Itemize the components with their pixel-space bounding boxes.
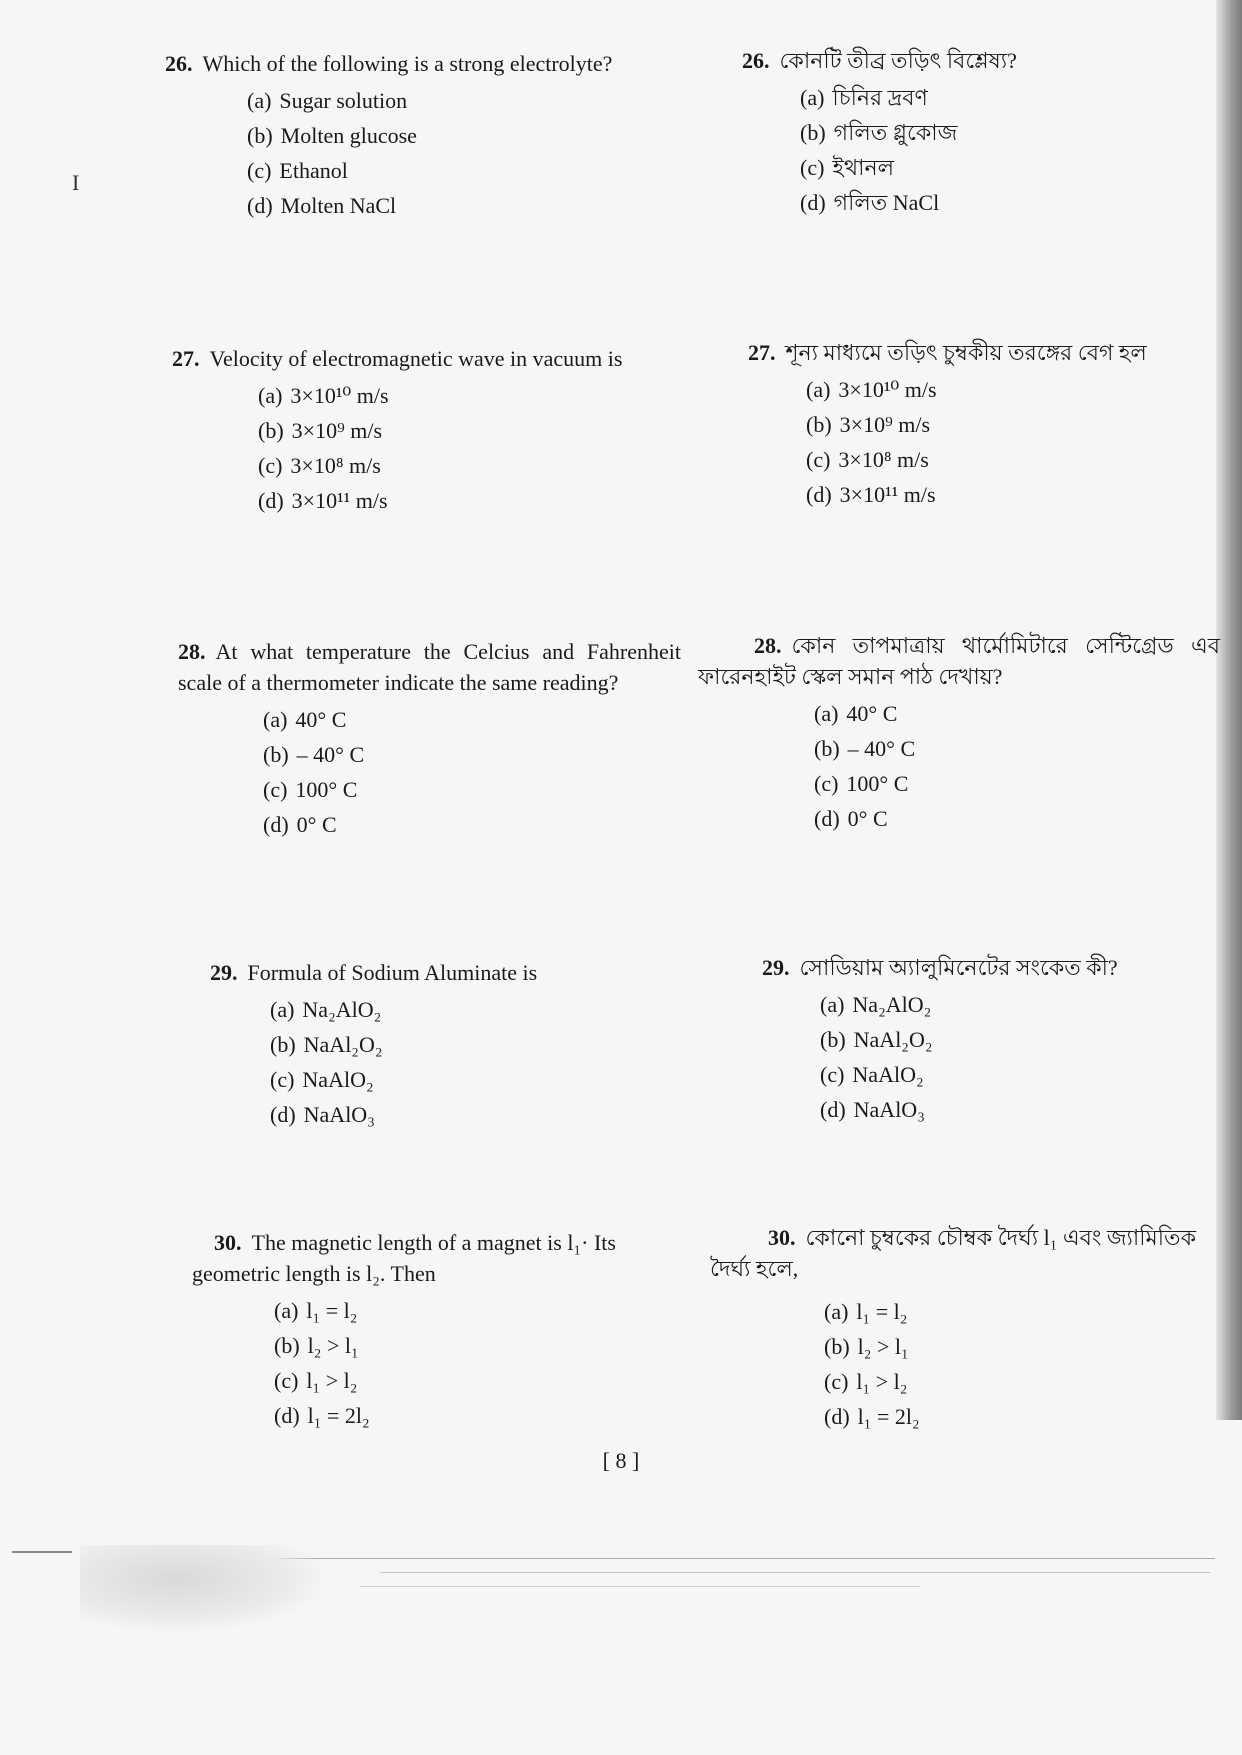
- option-d: (d) 0° C: [263, 812, 337, 837]
- scan-smudge: [80, 1545, 320, 1630]
- option-c: (c) 100° C: [263, 777, 358, 802]
- option-c: (c) Ethanol: [247, 158, 348, 183]
- options-list: [814, 696, 1220, 836]
- option-d: (d) l₁ = 2l₂: [274, 1403, 370, 1428]
- question-stem: 29. সোডিয়াম অ্যালুমিনেটের সংকেত কী?: [762, 955, 1118, 980]
- question-stem: 27. Velocity of electromagnetic wave in vacuum is: [172, 346, 623, 371]
- question-stem: 26. Which of the following is a strong electrolyte?: [165, 51, 613, 76]
- question-26-en: [165, 48, 667, 223]
- options-list: [263, 702, 681, 842]
- question-28-en: [178, 636, 681, 842]
- option-b: (b) – 40° C: [814, 736, 916, 761]
- options-list: [270, 992, 680, 1132]
- option-c: (c) NaAlO₂: [270, 1067, 374, 1092]
- question-29-en: [210, 957, 680, 1132]
- option-b: (b) 3×10⁹ m/s: [258, 418, 383, 443]
- divider: [380, 1572, 1210, 1573]
- question-27-en: [172, 343, 674, 518]
- options-list: [820, 987, 1212, 1127]
- question-stem: 27. শূন্য মাধ্যমে তড়িৎ চুম্বকীয় তরঙ্গের বেগ হল: [748, 340, 1147, 365]
- option-a: (a) Na₂AlO₂: [820, 992, 932, 1017]
- page-number: [ 8 ]: [602, 1448, 640, 1473]
- option-a: (a) 40° C: [263, 707, 347, 732]
- divider: [12, 1551, 72, 1553]
- options-list: [800, 80, 1212, 220]
- question-stem: 30. কোনো চুম্বকের চৌম্বক দৈর্ঘ্য l₁ এবং জ্যামিতিক দৈর্ঘ্য হলে,: [710, 1225, 1196, 1281]
- option-c: (c) l₁ > l₂: [274, 1368, 358, 1393]
- options-list: [247, 83, 667, 223]
- stray-mark: I: [72, 170, 80, 195]
- option-a: (a) l₁ = l₂: [274, 1298, 358, 1323]
- option-a: (a) Na₂AlO₂: [270, 997, 382, 1022]
- options-list: [258, 378, 674, 518]
- option-d: (d) NaAlO₃: [820, 1097, 925, 1122]
- question-30-bn: [710, 1222, 1220, 1434]
- option-d: (d) 0° C: [814, 806, 888, 831]
- question-28-bn: [698, 630, 1220, 836]
- option-d: (d) 3×10¹¹ m/s: [806, 482, 936, 507]
- divider: [360, 1586, 920, 1587]
- question-stem: 26. কোনটি তীব্র তড়িৎ বিশ্লেষ্য?: [742, 48, 1017, 73]
- option-d: (d) NaAlO₃: [270, 1102, 375, 1127]
- options-list: [274, 1293, 692, 1433]
- question-stem: 29. Formula of Sodium Aluminate is: [210, 960, 538, 985]
- option-a: (a) 3×10¹⁰ m/s: [806, 377, 937, 402]
- option-d: (d) 3×10¹¹ m/s: [258, 488, 388, 513]
- option-d: (d) গলিত NaCl: [800, 190, 940, 215]
- option-a: (a) 40° C: [814, 701, 898, 726]
- question-stem: 28. At what temperature the Celcius and Fahrenheit scale of a thermometer indicate the same reading?: [178, 639, 681, 695]
- option-b: (b) 3×10⁹ m/s: [806, 412, 931, 437]
- question-30-en: [192, 1227, 692, 1433]
- option-b: (b) l₂ > l₁: [274, 1333, 359, 1358]
- question-27-bn: [748, 337, 1218, 512]
- option-c: (c) l₁ > l₂: [824, 1369, 908, 1394]
- question-29-bn: [762, 952, 1212, 1127]
- option-b: (b) Molten glucose: [247, 123, 417, 148]
- option-c: (c) NaAlO₂: [820, 1062, 924, 1087]
- option-c: (c) 3×10⁸ m/s: [258, 453, 381, 478]
- option-d: (d) Molten NaCl: [247, 193, 397, 218]
- option-b: (b) l₂ > l₁: [824, 1334, 909, 1359]
- option-a: (a) Sugar solution: [247, 88, 408, 113]
- option-a: (a) l₁ = l₂: [824, 1299, 908, 1324]
- question-26-bn: [742, 45, 1212, 220]
- option-b: (b) গলিত গ্লুকোজ: [800, 120, 958, 145]
- option-a: (a) চিনির দ্রবণ: [800, 85, 928, 110]
- option-b: (b) – 40° C: [263, 742, 365, 767]
- option-c: (c) ইথানল: [800, 155, 895, 180]
- options-list: [806, 372, 1218, 512]
- option-d: (d) l₁ = 2l₂: [824, 1404, 920, 1429]
- option-b: (b) NaAl₂O₂: [270, 1032, 383, 1057]
- option-c: (c) 100° C: [814, 771, 909, 796]
- options-list: [824, 1294, 1220, 1434]
- option-a: (a) 3×10¹⁰ m/s: [258, 383, 389, 408]
- question-stem: 30. The magnetic length of a magnet is l₁· Its geometric length is l₂. Then: [192, 1230, 616, 1286]
- option-c: (c) 3×10⁸ m/s: [806, 447, 929, 472]
- question-stem: 28. কোন তাপমাত্রায় থার্মোমিটারে সেন্টিগ্রেড এব ফারেনহাইট স্কেল সমান পাঠ দেখায়?: [698, 633, 1220, 689]
- option-b: (b) NaAl₂O₂: [820, 1027, 933, 1052]
